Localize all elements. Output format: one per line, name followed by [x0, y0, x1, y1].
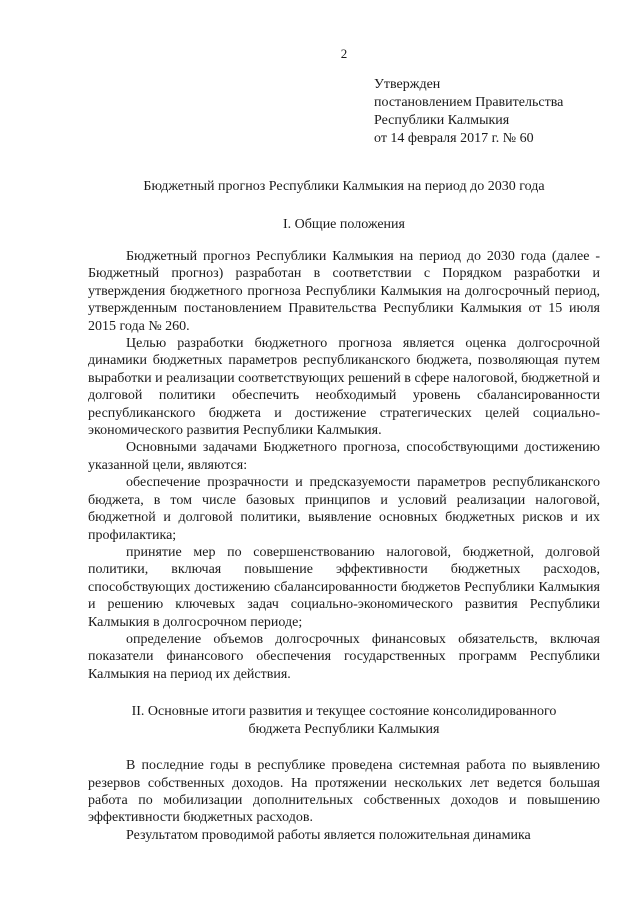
paragraph: принятие мер по совершенствованию налоговой, бюджетной, долговой политики, включая повышение эффективности бюджетных расходов, способствующих достижению сбалансированности бюджетов Республики Калмыкия и решению ключевых задач социально-экономического развития Республики Калмыкия в долгосрочном периоде; — [88, 544, 600, 630]
paragraph: обеспечение прозрачности и предсказуемости параметров республиканского бюджета, в том числе базовых принципов и условий реализации налоговой, бюджетной и долговой политики, выявление основных бюджетных рисков и их профилактика; — [88, 475, 600, 543]
section-2-heading — [88, 703, 600, 739]
approval-line-3: Республики Калмыкия — [374, 113, 510, 128]
section-2-body — [88, 757, 600, 844]
approval-line-4: от 14 февраля 2017 г. № 60 — [374, 131, 534, 146]
page-number: 2 — [340, 46, 348, 61]
approval-stamp — [374, 76, 600, 148]
approval-line-1: Утвержден — [374, 77, 441, 92]
section-2-heading-line-2: бюджета Республики Калмыкия — [248, 722, 440, 738]
section-1-body — [88, 248, 600, 683]
paragraph: В последние годы в республике проведена системная работа по выявлению резервов собственных доходов. На протяжении нескольких лет ведется большая работа по мобилизации дополнительных собственных доходов и повышению эффективности бюджетных расходов. — [88, 758, 600, 826]
section-2-heading-line-1: II. Основные итоги развития и текущее состояние консолидированного — [131, 704, 557, 720]
paragraph: Результатом проводимой работы является положительная динамика — [126, 827, 531, 843]
approval-line-2: постановлением Правительства — [374, 95, 564, 110]
paragraph: Целью разработки бюджетного прогноза является оценка долгосрочной динамики бюджетных параметров республиканского бюджета, позволяющая путем выработки и реализации соответствующих решений в сфере налоговой, бюджетной и долговой политики обеспечить необходимый уровень сбалансированности республиканского бюджета и достижение стратегических целей социально-экономического развития Республики Калмыкия. — [88, 336, 600, 439]
paragraph: Основными задачами Бюджетного прогноза, способствующими достижению указанной цели, являются: — [88, 440, 600, 473]
paragraph: определение объемов долгосрочных финансовых обязательств, включая показатели финансового обеспечения государственных программ Республики Калмыкия на период их действия. — [88, 631, 600, 682]
paragraph: Бюджетный прогноз Республики Калмыкия на период до 2030 года (далее - Бюджетный прогноз) разработан в соответствии с Порядком разработки и утверждения бюджетного прогноза Республики Калмыкия на долгосрочный период, утвержденным постановлением Правительства Республики Калмыкия от 15 июля 2015 года № 260. — [88, 249, 600, 334]
document-title: Бюджетный прогноз Республики Калмыкия на период до 2030 года — [143, 179, 545, 194]
section-1-heading: I. Общие положения — [283, 217, 405, 232]
